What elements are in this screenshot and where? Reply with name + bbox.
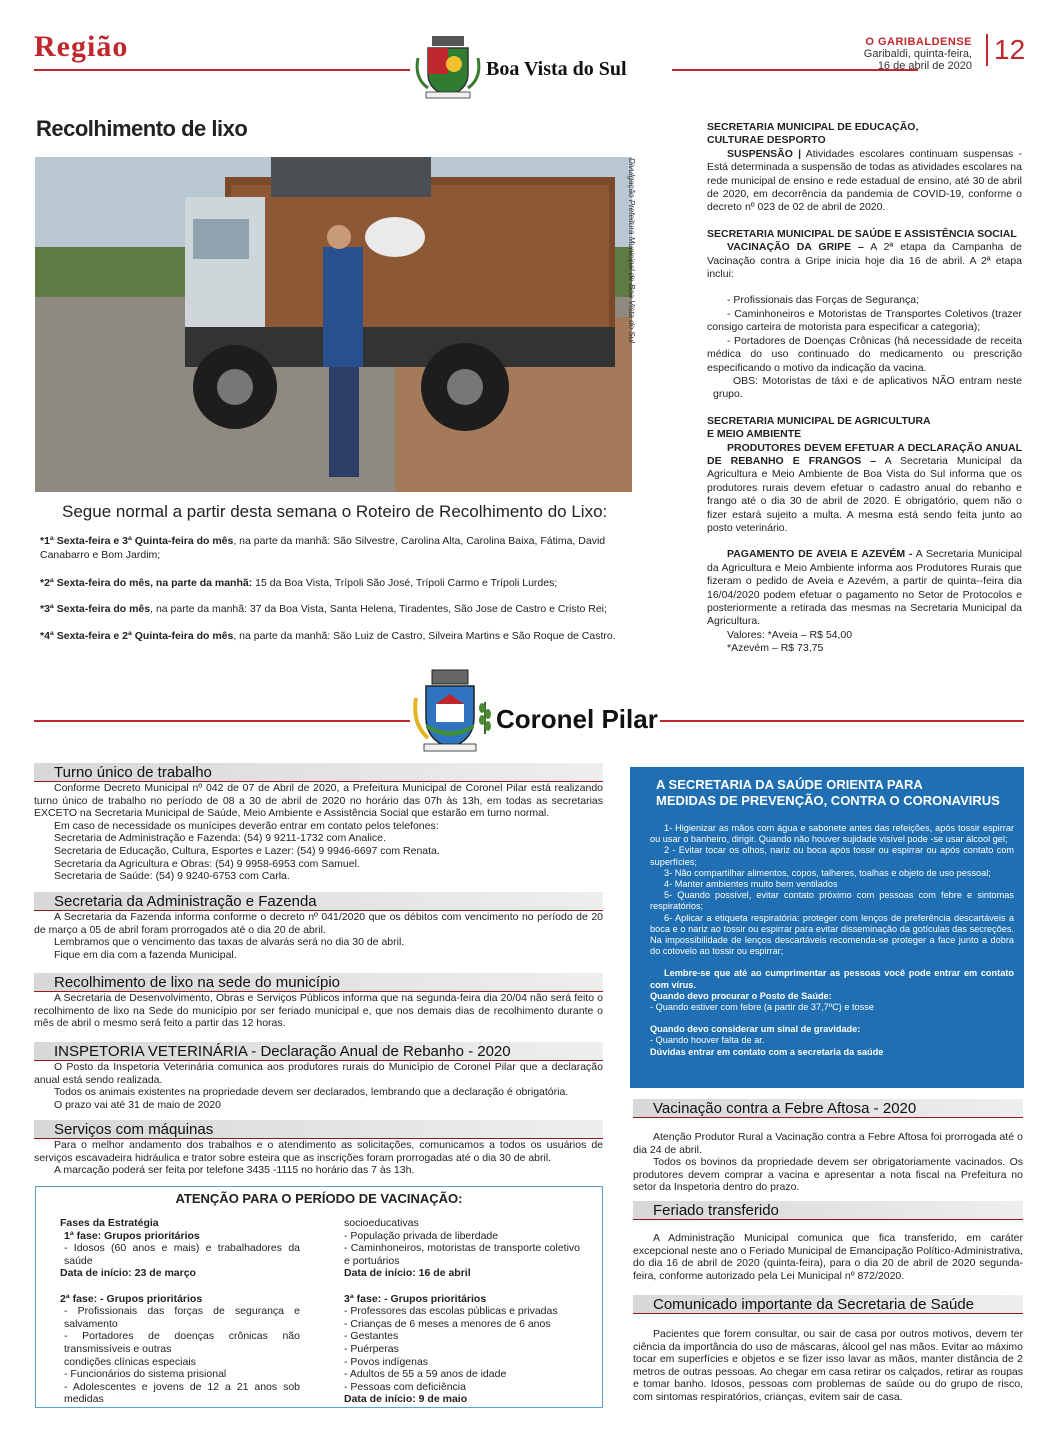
saude-text: A 2ª etapa da Campanha de Vacinação contra a Gripe inicia hoje dia 16 de abril. A 2ª etapa inclui: <box>707 241 1022 281</box>
educ-text: Atividades escolares continuam suspensas - Está determinada a suspensão de todas as atividades escolares na rede municipal de ensino e rede estadual de ensino, até 30 de abril de 2020, em decorrência da pandemia de COVID-19, conforme o decreto nº 023 de 02 de abril de 2020. <box>707 147 1022 214</box>
vac-line: - Crianças de 6 meses a menores de 6 anos <box>344 1317 551 1330</box>
route-lead: Segue normal a partir desta semana o Roteiro de Recolhimento do Lixo: <box>62 502 608 521</box>
route-schedule: *4ª Sexta-feira e 2ª Quinta-feira do mês <box>40 630 234 642</box>
vac-line: - Idosos (60 anos e mais) e trabalhadores da saúde <box>64 1242 300 1267</box>
servicos-body <box>34 1139 603 1177</box>
feriado-title: Feriado transferido <box>633 1201 1023 1220</box>
saude-item: - Portadores de Doenças Crônicas (há necessidade de receita médica do uso continuado do medicamento ou prescrição especificando o motivo da indicação da vacina. <box>707 334 1022 374</box>
prevention-item: 4- Manter ambientes muito bem ventilados <box>664 879 838 890</box>
vac-spacer <box>344 1280 580 1293</box>
prevention-title-line1: A SECRETARIA DA SAÚDE ORIENTA PARA <box>656 777 923 792</box>
turno-p1: Conforme Decreto Municipal nº 042 de 07 de Abril de 2020, a Prefeitura Municipal de Coronel Pilar está realizando turno único de trabalho no período de 08 a 30 de abril de 2020 no horário das 07h às 13h, em todas as secretarias EXCETO na Secretaria Municipal de Saúde, Meio Ambiente e Assistência Social que estarão em turno normal. <box>34 782 603 820</box>
agri-title: SECRETARIA MUNICIPAL DE AGRICULTURA <box>707 414 931 427</box>
prevention-content <box>650 823 1014 1058</box>
educ-title: SECRETARIA MUNICIPAL DE EDUCAÇÃO, <box>707 121 919 133</box>
vaccination-box <box>35 1186 603 1408</box>
educ-lead: SUSPENSÃO | <box>727 147 802 160</box>
route-item <box>40 629 640 643</box>
vac-line: - Puérperas <box>344 1342 399 1355</box>
coronavirus-prevention-box <box>630 767 1024 1088</box>
serv-p2: A marcação poderá ser feita por telefone 3435 -1115 no horário das 7 às 13h. <box>54 1164 415 1177</box>
publication-name: O GARIBALDENSE <box>865 36 972 48</box>
header-rule-left <box>34 69 410 71</box>
comunicado-title: Comunicado importante da Secretaria de Saúde <box>633 1295 1023 1314</box>
adm-p1: A Secretaria da Fazenda informa conforme o decreto nº 041/2020 que os débitos com vencimento no período de 20 de março a 05 de abril foram prorrogados até o dia 20 de abril. <box>34 911 603 936</box>
vac-line: - Profissionais das forças de segurança e salvamento <box>64 1305 300 1330</box>
azevem-price: *Azevém – R$ 73,75 <box>727 642 824 655</box>
prevention-item: 6- Aplicar a etiqueta respiratória: proteger com lenços de preferência descartáveis a boca e o nariz ao tossir ou espirrar para evitar disseminação da gotículas das secreções. Na impossibilidade de lenços descartáveis recomenda-se proteger a face junto a dobra do cotovelo ao tossir ou espirrar; <box>650 912 1014 957</box>
route-schedule: *1ª Sexta-feira e 3ª Quinta-feira do mês <box>40 535 234 547</box>
vac-line: condições clínicas especiais <box>64 1355 196 1368</box>
servicos-title: Serviços com máquinas <box>34 1120 603 1139</box>
vac-line: 2ª fase: - Grupos prioritários <box>60 1292 203 1305</box>
aveia-lead: PAGAMENTO DE AVEIA E AZEVÉM - <box>727 548 913 561</box>
saude-lead: VACINAÇÃO DA GRIPE – <box>727 241 864 254</box>
municipality-name-coronel-pilar: Coronel Pilar <box>496 704 658 734</box>
prevention-item: 1- Higienizar as mãos com água e sabonete antes das refeições, após tossir espirrar ou usar o banheiro, dirigir. Quando não houver sujidade visível pode -se usar álcool gel; <box>650 823 1014 845</box>
page-number: 12 <box>986 34 1025 66</box>
aftosa-body <box>633 1131 1023 1194</box>
comunicado-body <box>633 1328 1023 1404</box>
insp-p3: O prazo vai até 31 de maio de 2020 <box>54 1098 221 1111</box>
vac-line: - Adolescentes e jovens de 12 a 21 anos sob medidas <box>64 1380 300 1406</box>
lixo-sede-p1: A Secretaria de Desenvolvimento, Obras e Serviços Públicos informa que na segunda-feira dia 20/04 não será feito o recolhimento de lixo na Sede do município por ser feriado municipal e, que nos demais dias de recolhimento durante o mês de abril o mesmo será feito a partir das 12 horas. <box>34 992 603 1030</box>
vac-line: - Adultos de 55 a 59 anos de idade <box>344 1368 507 1381</box>
vac-line: - População privada de liberdade <box>344 1229 499 1242</box>
adm-body <box>34 911 603 961</box>
vac-line: - Funcionários do sistema prisional <box>64 1368 227 1381</box>
turno-title: Turno único de trabalho <box>34 763 603 782</box>
agri-text: A Secretaria Municipal da Agricultura e Meio Ambiente de Boa Vista do Sul informa que os produtores rurais devem efetuar o cadastro anual do rebanho e frango até o dia 30 de abril de 2020. É obrigatório, quem não o fizer estará sujeito a multa. A mesma está sendo feita junto ao posto veterinário. <box>707 454 1022 534</box>
prevention-item: 2 - Evitar tocar os olhos, nariz ou boca após tossir ou espirrar ou após contato com superfícies; <box>650 845 1014 867</box>
cp-rule-left <box>34 720 410 722</box>
prevention-when-grave: Quando devo considerar um sinal de gravidade: <box>650 1024 861 1035</box>
agri-body <box>679 442 1022 536</box>
photo-credit <box>624 158 638 488</box>
turno-p2: Em caso de necessidade os munícipes deverão entrar em contato pelos telefones: <box>54 819 439 832</box>
prevention-when-grave-item: - Quando houver falta de ar. <box>650 1035 765 1046</box>
vac-line: socioeducativas <box>344 1217 419 1229</box>
route-places: 15 da Boa Vista, Trípoli São José, Trípoli Carmo e Trípoli Lurdes; <box>252 577 558 589</box>
vaccination-col-left <box>60 1217 300 1406</box>
inspetoria-body <box>34 1061 603 1111</box>
serv-p1: Para o melhor andamento dos trabalhos e o atendimento as solicitações, comunicamos a todos os usuários de serviços escavadeira hidráulica e trator sobre esteira que as inscrições foram prorrogadas até o dia 30 de abril. <box>34 1139 603 1164</box>
route-item <box>40 576 640 590</box>
municipality-name-boa-vista: Boa Vista do Sul <box>486 58 627 80</box>
turno-contact: Secretaria de Saúde: (54) 9 9240-6753 com Carla. <box>54 870 290 883</box>
saude-item: - Caminhoneiros e Motoristas de Transportes Coletivos (trazer consigo carteira de motorista para especificar a categoria); <box>707 307 1022 334</box>
adm-p3: Fique em dia com a fazenda Municipal. <box>54 948 237 961</box>
photo-credit-text: Divulgação Prefeitura Municipal de Boa Vista do Sul <box>627 158 636 343</box>
route-item <box>40 534 640 562</box>
saude-obs: OBS: Motoristas de táxi e de aplicativos NÃO entram neste grupo. <box>713 374 1022 401</box>
vac-line: Data de início: 16 de abril <box>344 1267 471 1280</box>
prevention-item: 3- Não compartilhar alimentos, copos, talheres, toalhas e objeto de uso pessoal; <box>664 867 991 878</box>
vac-line: - Gestantes <box>344 1330 399 1343</box>
vaccination-col-right <box>344 1217 580 1406</box>
adm-title: Secretaria da Administração e Fazenda <box>34 892 603 911</box>
publication-date-line2: 16 de abril de 2020 <box>877 60 972 72</box>
aveia-text: A Secretaria Municipal da Agricultura e Meio Ambiente informa aos Produtores Rurais que fizeram o pedido de Aveia e Azevém, a partir de quinta--feira dia 16/04/2020 podem efetuar o pagamento no Setor de Protocolos e posteriormente a retirada das mesmas na Secretaria Municipal da Agricultura. <box>707 548 1022 628</box>
vac-line: - Caminhoneiros, motoristas de transporte coletivo e portuários <box>344 1242 580 1267</box>
prevention-when-post: Quando devo procurar o Posto de Saúde: <box>650 990 832 1001</box>
wheat-icon <box>476 698 494 734</box>
turno-contact: Secretaria de Educação, Cultura, Esportes e Lazer: (54) 9 9946-6697 com Renata. <box>54 844 440 857</box>
route-places: , na parte da manhã: São Silvestre, Carolina Alta, Carolina Baixa, Fátima, David Canabarro e Bom Jardim; <box>40 535 606 561</box>
prevention-item: 5- Quando possível, evitar contato próximo com pessoas com febre e sintomas respiratórios; <box>650 890 1014 912</box>
feriado-p1: A Administração Municipal comunica que fica transferido, em caráter excepcional neste ano o Feriado Municipal de Emancipação Político-Administrativa, do dia 16 de abril de 2020 (quinta-feira), para o dia 20 de abril de 2020 segunda-feira, conforme autorizado pela Lei Municipal nº 872/2020. <box>633 1232 1023 1282</box>
vaccination-box-title: ATENÇÃO PARA O PERÍODO DE VACINAÇÃO: <box>175 1191 463 1206</box>
prevention-doubts: Dúvidas entrar em contato com a secretaria da saúde <box>650 1046 884 1057</box>
vac-line: - Portadores de doenças crônicas não transmissíveis e outras <box>64 1330 300 1355</box>
inspetoria-title: INSPETORIA VETERINÁRIA - Declaração Anual de Rebanho - 2020 <box>34 1042 603 1061</box>
educ-body <box>679 148 1022 215</box>
aftosa-p2: Todos os bovinos da propriedade devem ser obrigatoriamente vacinados. Os produtores devem comprar a vacina e apresentar a nota fiscal na Prefeitura no setor da Inspetoria dentro do prazo. <box>633 1156 1023 1194</box>
aftosa-title: Vacinação contra a Febre Aftosa - 2020 <box>633 1099 1023 1118</box>
vac-line: - Povos indígenas <box>344 1355 429 1368</box>
route-schedule: *3ª Sexta-feira do mês <box>40 603 151 615</box>
aftosa-p1: Atenção Produtor Rural a Vacinação contra a Febre Aftosa foi prorrogada até o dia 24 de abril. <box>633 1131 1023 1156</box>
agri-lead: PRODUTORES DEVEM EFETUAR A DECLARAÇÃO ANUAL DE REBANHO E FRANGOS – <box>707 441 1022 467</box>
vac-spacer <box>60 1280 300 1293</box>
turno-body <box>34 782 603 883</box>
vac-line: Data de início: 23 de março <box>60 1267 196 1280</box>
saude-body <box>679 241 1022 281</box>
vac-line: - Pessoas com deficiência <box>344 1380 466 1393</box>
publication-date-line1: Garibaldi, quinta-feira, <box>863 48 972 60</box>
headline-recolhimento: Recolhimento de lixo <box>36 116 248 141</box>
lixo-sede-body <box>34 992 603 1030</box>
comunicado-p1: Pacientes que forem consultar, ou sair de casa por outros motivos, devem ter ciência da importância do uso de máscaras, álcool gel nas mãos. Evitar ao máximo tocar em superfícies e objetos e se fizer isso lavar as mãos, manter distância de 2 metros de outras pessoas. Ao chegar em casa retirar os calçados, retirar as roupas e tomar banho. Idosos, pessoas com problemas de saúde ou do grupo de risco, com sintomas respiratórios, crianças, evitem sair de casa. <box>633 1328 1023 1403</box>
vac-line: 1ª fase: Grupos prioritários <box>64 1229 200 1242</box>
route-schedule: *2ª Sexta-feira do mês, na parte da manhã: <box>40 577 253 589</box>
vac-line: Fases da Estratégia <box>60 1217 159 1229</box>
route-places: , na parte da manhã: São Luiz de Castro, Silveira Martins e São Roque de Castro. <box>233 630 616 642</box>
prevention-title <box>656 777 1000 809</box>
vac-line: 3ª fase: - Grupos prioritários <box>344 1292 487 1305</box>
vac-line: - Professores das escolas públicas e privadas <box>344 1305 558 1318</box>
route-places: , na parte da manhã: 37 da Boa Vista, Santa Helena, Tiradentes, São Jose de Castro e Cristo Rei; <box>150 603 607 615</box>
insp-p2: Todos os animais existentes na propriedade devem ser declarados, lembrando que a declaração é obrigatória. <box>54 1086 569 1099</box>
publication-info <box>864 36 972 72</box>
adm-p2: Lembramos que o vencimento das taxas de alvarás será no dia 30 de abril. <box>54 936 405 949</box>
boa-vista-notices <box>679 121 1022 656</box>
garbage-truck-photo <box>35 157 632 492</box>
feriado-body <box>633 1232 1023 1282</box>
lixo-sede-title: Recolhimento de lixo na sede do município <box>34 973 603 992</box>
section-title: Região <box>34 30 129 63</box>
saude-item: - Profissionais das Forças de Segurança; <box>727 294 920 307</box>
educ-title-2: CULTURAE DESPORTO <box>707 134 826 147</box>
cp-rule-right <box>660 720 1024 722</box>
prevention-remember: Lembre-se que até ao cumprimentar as pessoas você pode entrar em contato com vírus. <box>650 968 1014 990</box>
vac-line: Data de início: 9 de maio <box>344 1393 468 1406</box>
saude-title: SECRETARIA MUNICIPAL DE SAÚDE E ASSISTÊNCIA SOCIAL <box>707 227 1017 240</box>
boa-vista-coat-of-arms <box>414 34 482 100</box>
insp-p1: O Posto da Inspetoria Veterinária comunica aos produtores rurais do Município de Coronel Pilar que a declaração anual está sendo realizada. <box>34 1061 603 1086</box>
turno-contact: Secretaria da Agricultura e Obras: (54) 9 9958-6953 com Samuel. <box>54 857 360 870</box>
aveia-body <box>679 548 1022 628</box>
prevention-when-post-item: - Quando estiver com febre (a partir de 37,7ºC) e tosse <box>650 1002 874 1013</box>
route-item <box>40 602 640 616</box>
turno-contact: Secretaria de Administração e Fazenda: (54) 9 9211-1732 com Analice. <box>54 832 386 845</box>
aveia-price: Valores: *Aveia – R$ 54,00 <box>727 628 853 641</box>
prevention-title-line2: MEDIDAS DE PREVENÇÃO, CONTRA O CORONAVIRUS <box>656 793 1000 808</box>
agri-title-2: E MEIO AMBIENTE <box>707 428 802 441</box>
